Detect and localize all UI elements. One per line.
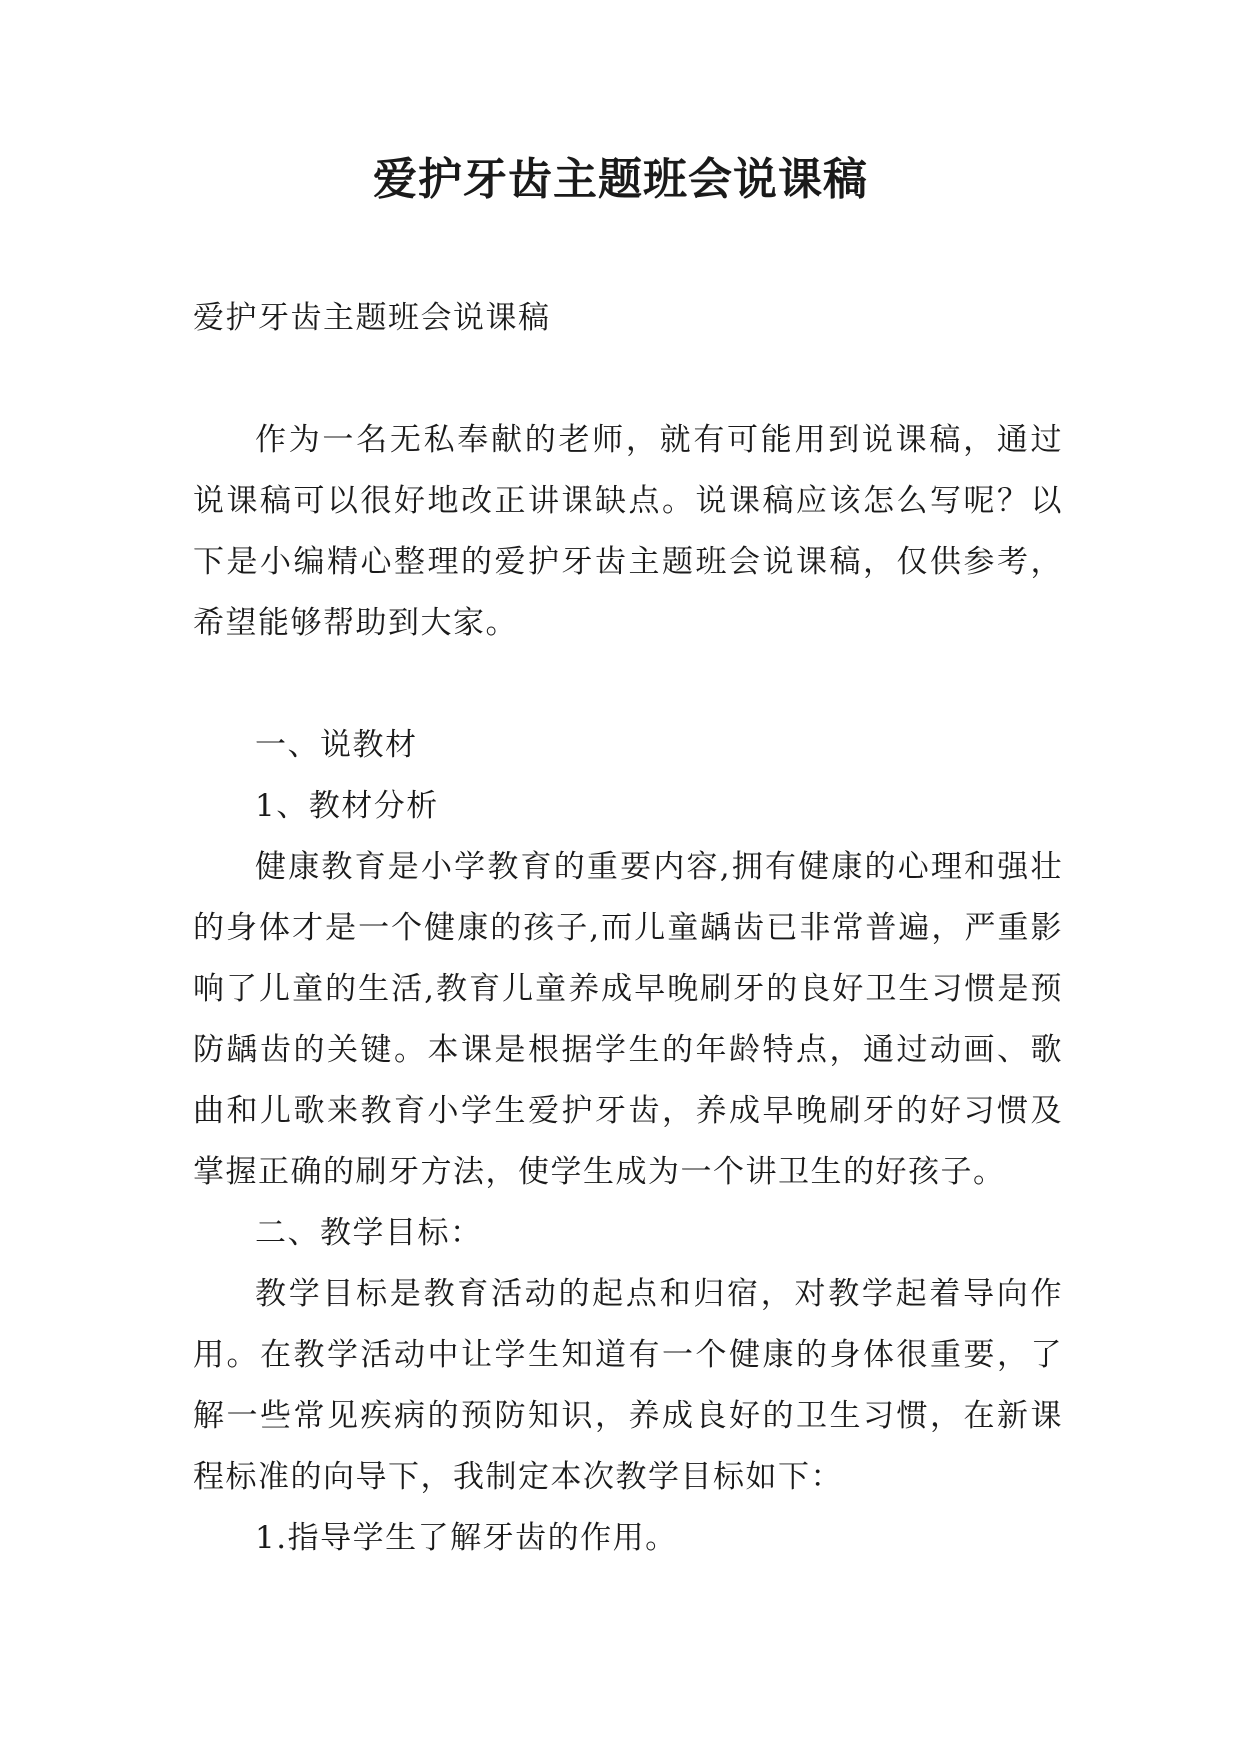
material-analysis-paragraph: 健康教育是小学教育的重要内容,拥有健康的心理和强壮的身体才是一个健康的孩子,而儿童龋齿已非常普遍，严重影响了儿童的生活,教育儿童养成早晚刷牙的良好卫生习惯是预防龋齿的关键。本课是根据学生的年龄特点，通过动画、歌曲和儿歌来教育小学生爱护牙齿，养成早晚刷牙的好习惯及掌握正确的刷牙方法，使学生成为一个讲卫生的好孩子。 <box>193 849 1063 1190</box>
document-body <box>193 288 1063 1569</box>
document-subtitle: 爱护牙齿主题班会说课稿 <box>193 300 551 336</box>
teaching-goals-paragraph: 教学目标是教育活动的起点和归宿，对教学起着导向作用。在教学活动中让学生知道有一个健康的身体很重要，了解一些常见疾病的预防知识，养成良好的卫生习惯，在新课程标准的向导下，我制定本次教学目标如下： <box>193 1276 1063 1495</box>
subsection-heading: 1、教材分析 <box>255 788 439 824</box>
section-heading: 二、教学目标： <box>255 1215 483 1251</box>
intro-paragraph: 作为一名无私奉献的老师，就有可能用到说课稿，通过说课稿可以很好地改正讲课缺点。说课稿应该怎么写呢？以下是小编精心整理的爱护牙齿主题班会说课稿，仅供参考，希望能够帮助到大家。 <box>193 422 1063 641</box>
spacer <box>193 654 1063 715</box>
section-heading: 一、说教材 <box>255 727 418 763</box>
spacer <box>193 349 1063 410</box>
goal-item: 1.指导学生了解牙齿的作用。 <box>255 1520 678 1556</box>
document-title: 爱护牙齿主题班会说课稿 <box>373 154 868 205</box>
